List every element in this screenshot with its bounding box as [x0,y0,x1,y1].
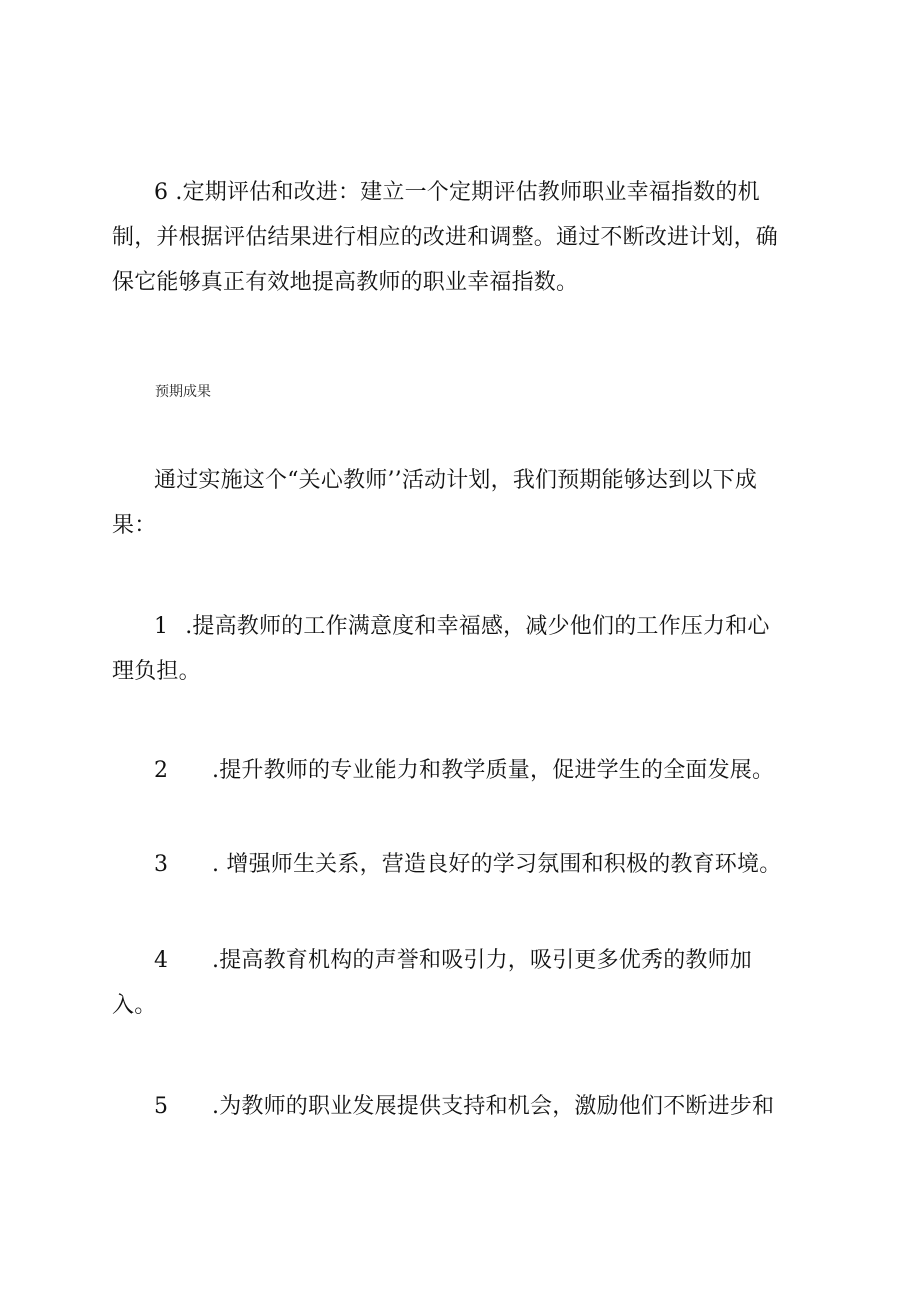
outcome-4-line-1 [112,938,812,983]
item-6-line-3: 保它能够真正有效地提高教师的职业幸福指数。 [112,270,579,295]
intro-line-1: 通过实施这个“关心教师’’活动计划，我们预期能够达到以下成 [154,468,758,493]
outcome-2-number: 2 [154,758,169,783]
outcome-item-2 [112,748,812,793]
intro-paragraph [112,458,812,548]
outcome-1-text: .提高教师的工作满意度和幸福感，减少他们的工作压力和心 [178,614,770,639]
outcome-3-number: 3 [154,852,169,877]
outcome-3-text: . 增强师生关系，营造良好的学习氛围和积极的教育环境。 [212,852,782,877]
outcome-2-line-1 [112,748,812,793]
outcome-5-line-1 [112,1084,812,1129]
outcome-4-text: .提高教育机构的声誉和吸引力，吸引更多优秀的教师加 [212,948,752,973]
outcome-item-1 [112,604,812,694]
outcome-2-text: .提升教师的专业能力和教学质量，促进学生的全面发展。 [212,758,775,783]
item-6-paragraph [112,170,812,305]
outcome-item-4 [112,938,812,1028]
outcome-4-line-2: 入。 [112,993,157,1018]
outcome-1-line-2: 理负担。 [112,659,201,684]
outcome-5-text: .为教师的职业发展提供支持和机会，激励他们不断进步和 [212,1094,775,1119]
intro-line-2: 果： [112,513,157,538]
outcome-1-number: 1 [154,614,169,639]
item-6-line-1: 6 .定期评估和改进：建立一个定期评估教师职业幸福指数的机 [154,180,760,205]
outcome-item-3 [112,842,812,887]
outcome-5-number: 5 [154,1094,169,1119]
outcome-1-line-1 [112,604,812,649]
item-6-line-2: 制，并根据评估结果进行相应的改进和调整。通过不断改进计划，确 [112,225,779,250]
outcome-item-5 [112,1084,812,1129]
outcome-3-line-1 [112,842,812,887]
outcome-4-number: 4 [154,948,169,973]
section-heading: 预期成果 [155,384,211,400]
